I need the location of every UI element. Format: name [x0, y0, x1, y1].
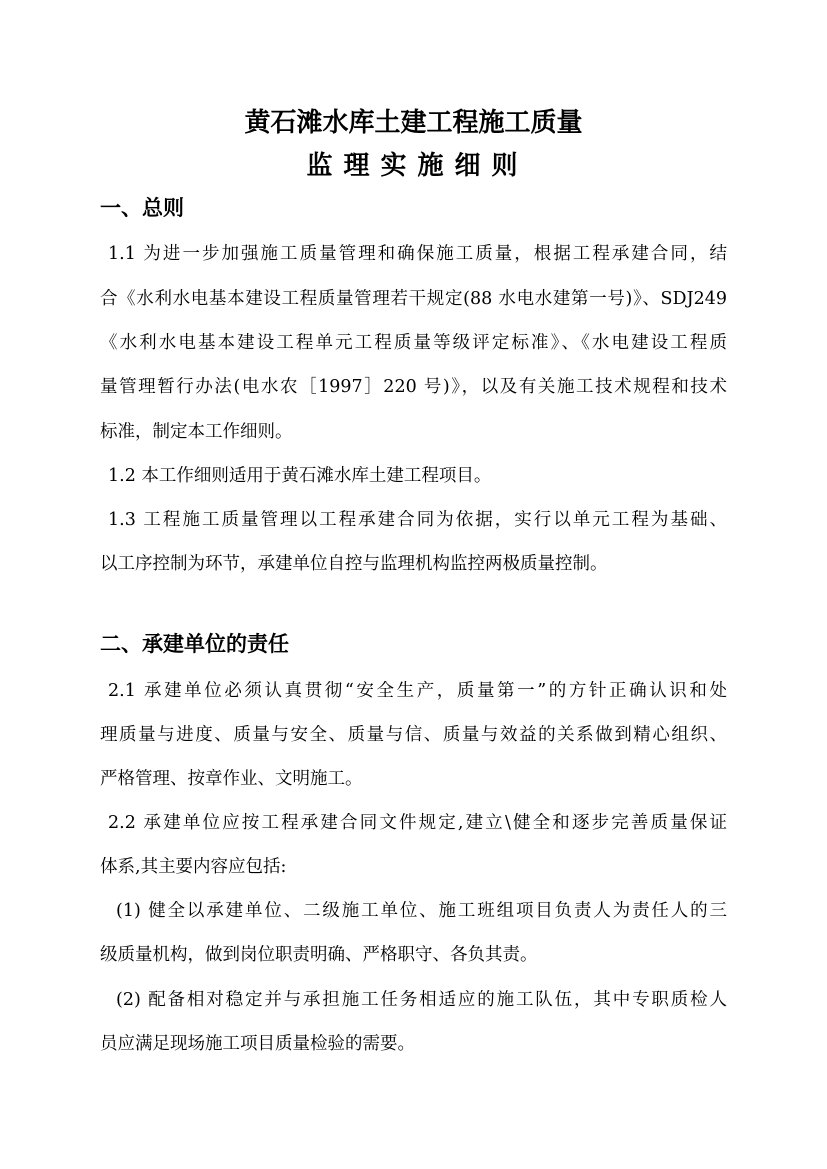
paragraph-line: 2.2 承建单位应按工程承建合同文件规定,建立\健全和逐步完善质量保证	[108, 813, 727, 833]
list-item-line: (1) 健全以承建单位、二级施工单位、施工班组项目负责人为责任人的三	[116, 901, 727, 921]
document-title: 黄石滩水库土建工程施工质量	[244, 108, 583, 138]
paragraph-line: 以工序控制为环节，承建单位自控与监理机构监控两极质量控制。	[100, 554, 608, 574]
list-item-line: (2) 配备相对稳定并与承担施工任务相适应的施工队伍，其中专职质检人	[116, 990, 727, 1010]
paragraph-line: 1.3 工程施工质量管理以工程承建合同为依据，实行以单元工程为基础、	[108, 510, 727, 530]
paragraph-line: 1.1 为进一步加强施工质量管理和确保施工质量，根据工程承建合同，结	[108, 244, 727, 264]
document-subtitle: 监理实施细则	[306, 151, 529, 181]
paragraph-line: 理质量与进度、质量与安全、质量与信、质量与效益的关系做到精心组织、	[100, 725, 727, 745]
list-item-line: 员应满足现场施工项目质量检验的需要。	[100, 1034, 415, 1054]
list-item-line: 级质量机构，做到岗位职责明确、严格职守、各负其责。	[100, 945, 538, 965]
section-heading-general: 一、总则	[100, 195, 184, 220]
paragraph-line: 《水利水电基本建设工程单元工程质量等级评定标准》、《水电建设工程质	[100, 333, 727, 353]
paragraph-line: 2.1 承建单位必须认真贯彻“安全生产，质量第一”的方针正确认识和处	[108, 681, 727, 701]
paragraph-line: 合《水利水电基本建设工程质量管理若干规定(88 水电水建第一号)》、SDJ249	[100, 289, 727, 309]
paragraph-line: 严格管理、按章作业、文明施工。	[100, 769, 363, 789]
paragraph-line: 量管理暂行办法(电水农［1997］220 号)》，以及有关施工技术规程和技术	[100, 377, 727, 397]
section-heading-contractor: 二、承建单位的责任	[100, 631, 289, 656]
paragraph-line: 体系,其主要内容应包括:	[100, 857, 287, 877]
paragraph-line: 标准，制定本工作细则。	[100, 422, 293, 442]
paragraph-line: 1.2 本工作细则适用于黄石滩水库土建工程项目。	[108, 466, 492, 486]
